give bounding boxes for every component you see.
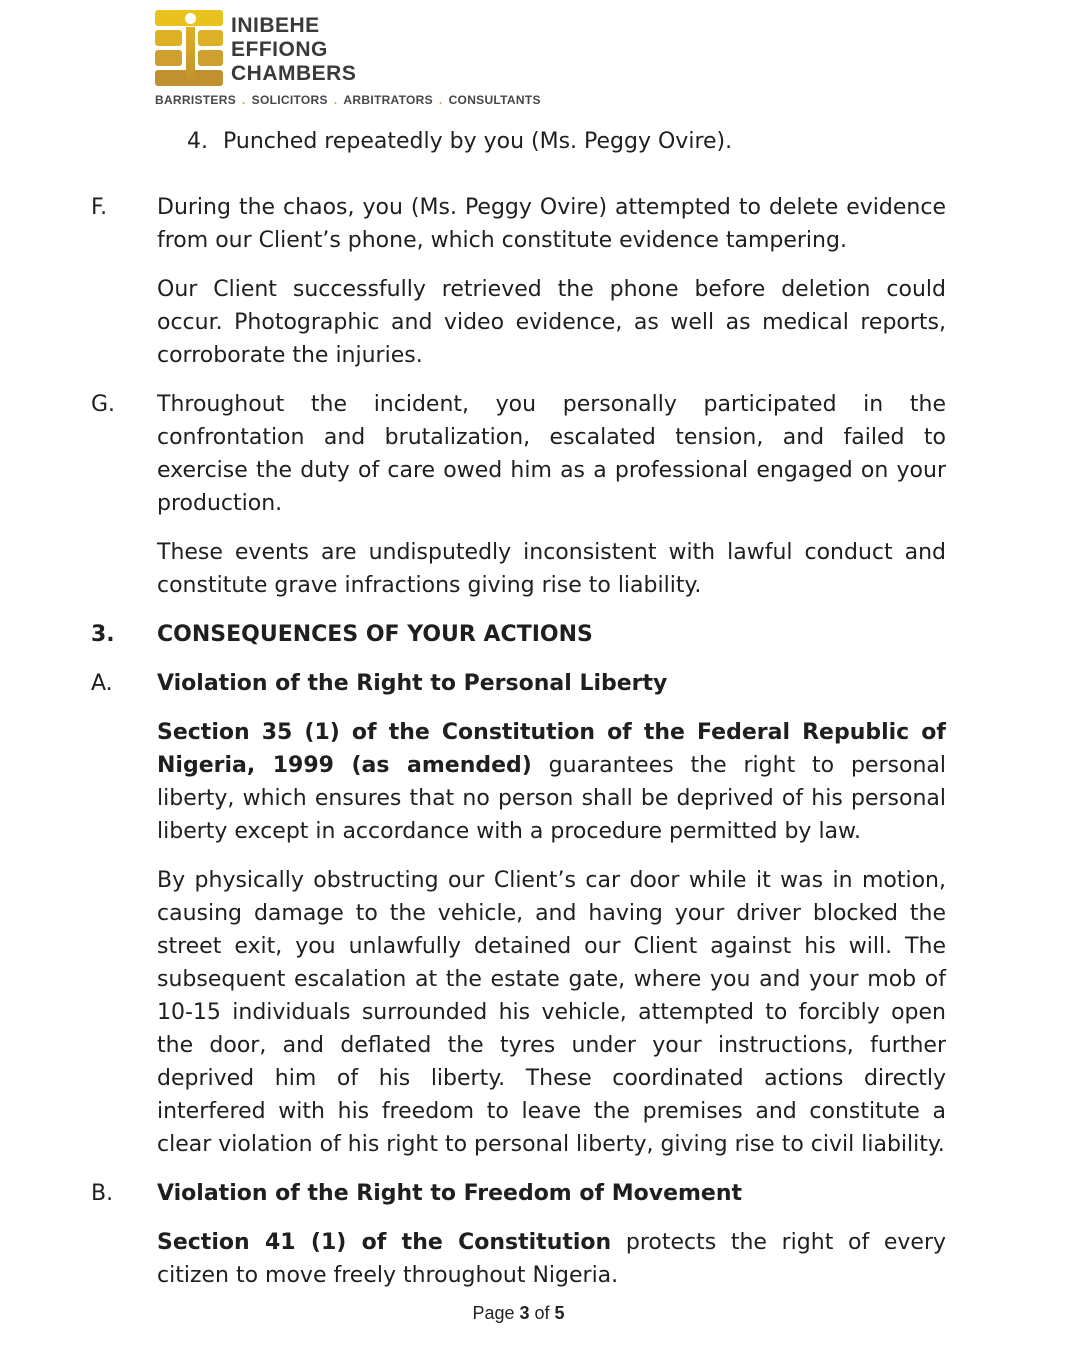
subsection-letter: A. (91, 671, 113, 696)
paragraph-these-events (91, 536, 946, 602)
tagline-word: CONSULTANTS (448, 93, 541, 107)
paragraph-by-physically (91, 864, 946, 1161)
statute-citation: Section 35 (1) of the Constitution of the Federal Republic of Nigeria, 1999 (as amended) (157, 720, 946, 778)
logo-stem (186, 27, 195, 83)
numbered-list-item-4 (91, 125, 946, 158)
page-label: Page (472, 1303, 520, 1323)
subsection-title: Violation of the Right to Personal Liberty (157, 671, 668, 696)
paragraph-text: These events are undisputedly inconsistent with lawful conduct and constitute grave infractions giving rise to liability. (157, 540, 946, 598)
subsection-letter: B. (91, 1181, 114, 1206)
subsection-heading-B (91, 1177, 946, 1210)
firm-name-line-1: INIBEHE (231, 14, 320, 37)
tagline-word: ARBITRATORS (343, 93, 433, 107)
page-total: 5 (554, 1303, 565, 1323)
letter-body (91, 125, 946, 1292)
paragraph-G (91, 388, 946, 520)
tagline-dot: . (242, 93, 246, 107)
paragraph-text: By physically obstructing our Client’s car door while it was in motion, causing damage to the vehicle, and having your driver blocked the street exit, you unlawfully detained our Client against his will. The subsequent escalation at the estate gate, where you and your mob of 10-15 individuals surrounded his vehicle, attempted to forcibly open the door, and deflated the tyres under your instructions, further deprived him of his liberty. These coordinated actions directly interfered with his freedom to leave the premises and constitute a clear violation of his right to personal liberty, giving rise to civil liability. (157, 868, 946, 1157)
paragraph-text-rest: guarantees the right to personal liberty, which ensures that no person shall be deprived of his personal liberty except in accordance with a procedure permitted by law. (157, 753, 946, 844)
paragraph-section-35 (91, 716, 946, 848)
paragraph-text: During the chaos, you (Ms. Peggy Ovire) attempted to delete evidence from our Client’s phone, which constitute evidence tampering. (157, 195, 946, 253)
list-marker: 4. (187, 129, 208, 154)
paragraph-section-41 (91, 1226, 946, 1292)
logo-dot-icon (185, 13, 196, 24)
subsection-title: Violation of the Right to Freedom of Movement (157, 1181, 743, 1206)
tagline-dot: . (333, 93, 338, 107)
letterhead (0, 0, 1079, 107)
firm-name-line-3: CHAMBERS (231, 62, 357, 85)
tagline-word: SOLICITORS (251, 93, 328, 107)
section-number: 3. (91, 622, 115, 647)
firm-name-line-2: EFFIONG (231, 38, 328, 61)
page-number: 3 (519, 1303, 530, 1323)
paragraph-text-rest: protects the right of every citizen to move freely throughout Nigeria. (157, 1230, 947, 1288)
logo-row (155, 10, 1079, 88)
firm-tagline (155, 93, 1079, 107)
page-of: of (529, 1303, 555, 1323)
paragraph-text (157, 716, 946, 848)
firm-logo-icon (155, 10, 223, 88)
logo-bar-top (155, 10, 223, 26)
paragraph-text: Throughout the incident, you personally participated in the confrontation and brutalization, escalated tension, and failed to exercise the duty of care owed him as a professional engaged on your production. (157, 392, 946, 516)
paragraph-text (157, 1226, 946, 1292)
paragraph-F (91, 191, 946, 257)
paragraph-marker: G. (91, 392, 116, 417)
paragraph-marker: F. (91, 195, 108, 220)
subsection-heading-A (91, 667, 946, 700)
paragraph-phone-retrieval (91, 273, 946, 372)
tagline-dot: . (438, 93, 443, 107)
paragraph-text: Our Client successfully retrieved the phone before deletion could occur. Photographic and video evidence, as well as medical reports, corroborate the injuries. (157, 277, 946, 368)
firm-name (231, 10, 356, 86)
page-footer (91, 1303, 946, 1324)
section-title: CONSEQUENCES OF YOUR ACTIONS (157, 622, 593, 647)
statute-citation: Section 41 (1) of the Constitution (157, 1230, 612, 1255)
tagline-word: BARRISTERS (155, 93, 237, 107)
section-heading-3 (91, 618, 946, 651)
list-item-text: Punched repeatedly by you (Ms. Peggy Ovire). (223, 129, 733, 154)
